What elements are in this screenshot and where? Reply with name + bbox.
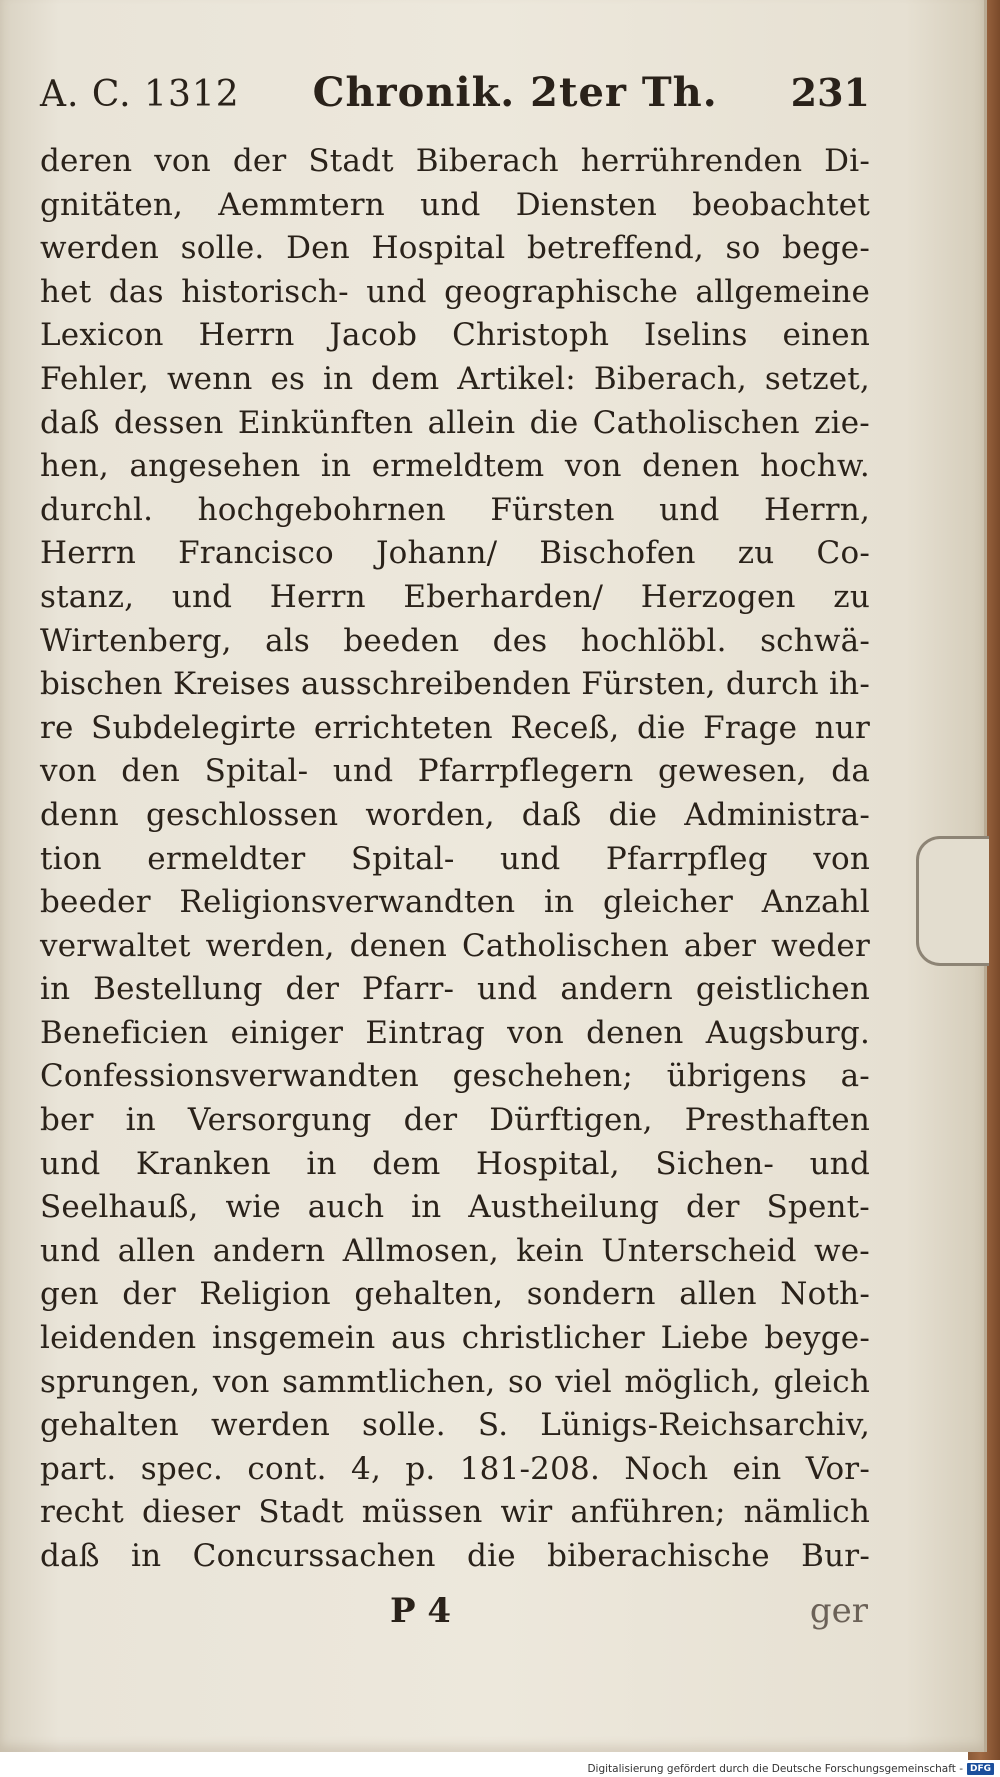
text-line: leidenden insgemein aus christlicher Liebe beyge- [40,1320,870,1357]
text-line: in Bestellung der Pfarr- und andern geistlichen [40,971,870,1008]
text-line: het das historisch- und geographische allgemeine [40,273,870,310]
text-line: recht dieser Stadt müssen wir anführen; nämlich [40,1494,870,1531]
credit-text: Digitalisierung gefördert durch die Deutsche Forschungsgemeinschaft - [587,1763,963,1775]
text-line: Confessionsverwandten geschehen; übrigens a- [40,1058,870,1095]
text-line: von den Spital- und Pfarrpflegern gewesen, da [40,753,870,790]
running-head [40,62,870,132]
text-line: tion ermeldter Spital- und Pfarrpfleg von [40,840,870,877]
running-head-year: A. C. 1312 [40,74,240,115]
text-line: daß dessen Einkünften allein die Catholischen zie- [40,404,870,441]
text-line: verwaltet werden, denen Catholischen aber weder [40,927,870,964]
page-text-block [40,62,870,1639]
text-line: sprungen, von sammtlichen, so viel möglich, gleich [40,1363,870,1400]
dfg-logo: DFG [967,1763,994,1775]
signature-row [40,1583,870,1639]
catchword: ger [809,1590,868,1631]
text-line: Wirtenberg, als beeden des hochlöbl. schwä- [40,622,870,659]
text-line: stanz, und Herrn Eberharden/ Herzogen zu [40,578,870,615]
text-line: daß in Concurssachen die biberachische Bur- [40,1538,870,1574]
text-line: beeder Religionsverwandten in gleicher Anzahl [40,884,870,921]
text-line: re Subdelegirte errichteten Receß, die Frage nur [40,709,870,746]
text-line: part. spec. cont. 4, p. 181-208. Noch ein Vor- [40,1450,870,1487]
text-line: gen der Religion gehalten, sondern allen Noth- [40,1276,870,1313]
text-line: Seelhauß, wie auch in Austheilung der Spent- [40,1189,870,1226]
text-line: gehalten werden solle. S. Lünigs-Reichsarchiv, [40,1407,870,1444]
text-line: werden solle. Den Hospital betreffend, so bege- [40,230,870,267]
text-line: gnitäten, Aemmtern und Diensten beobachtet [40,186,870,223]
page-tab-marker [916,836,989,966]
text-line: Fehler, wenn es in dem Artikel: Biberach, setzet, [40,360,870,397]
digitization-credit [587,1763,994,1775]
text-line: und Kranken in dem Hospital, Sichen- und [40,1145,870,1182]
text-line: und allen andern Allmosen, kein Unterscheid we- [40,1232,870,1269]
text-line: Lexicon Herrn Jacob Christoph Iselins einen [40,317,870,354]
text-line: denn geschlossen worden, daß die Administra- [40,796,870,833]
page-number: 231 [790,70,870,115]
text-line: Beneficien einiger Eintrag von denen Augsburg. [40,1014,870,1051]
text-line: durchl. hochgebohrnen Fürsten und Herrn, [40,491,870,528]
running-head-title: Chronik. 2ter Th. [312,69,718,116]
text-line: Herrn Francisco Johann/ Bischofen zu Co- [40,535,870,572]
signature-mark: P 4 [390,1590,452,1631]
text-line: hen, angesehen in ermeldtem von denen hochw. [40,448,870,485]
text-line: deren von der Stadt Biberach herrührenden Di- [40,143,870,179]
body-text [40,140,870,1579]
text-line: bischen Kreises ausschreibenden Fürsten, durch ih- [40,666,870,703]
text-line: ber in Versorgung der Dürftigen, Presthaften [40,1102,870,1139]
